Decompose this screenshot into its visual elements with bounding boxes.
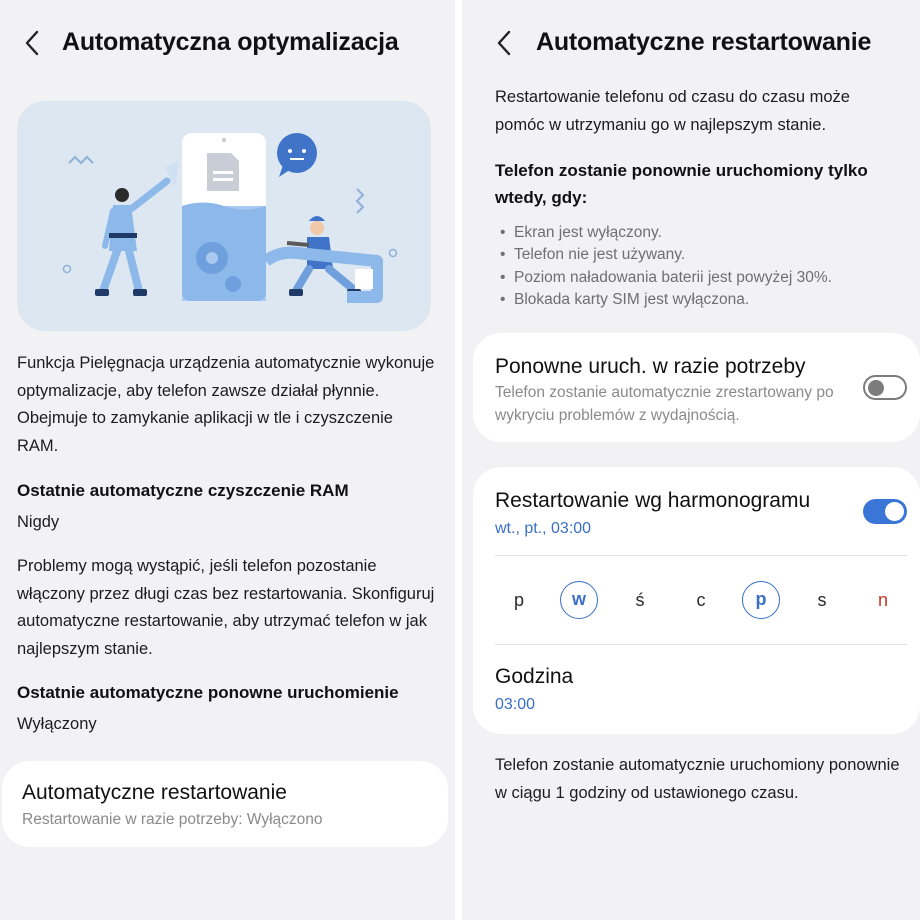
divider <box>495 644 907 645</box>
auto-restart-card-title: Automatyczne restartowanie <box>22 781 287 804</box>
optimization-description: Funkcja Pielęgnacja urządzenia automatycznie wykonuje optymalizacje, aby telefon zawsze działał płynnie. Obejmuje to zamykanie aplikacji w tle i czyszczenie RAM. <box>17 354 435 455</box>
auto-restart-screen <box>462 0 920 920</box>
restart-footer-note: Telefon zostanie automatycznie uruchomiony ponownie w ciągu 1 godziny od ustawionego czasu. <box>495 756 900 802</box>
restart-intro: Restartowanie telefonu od czasu do czasu może pomóc w utrzymaniu go w najlepszym stanie. <box>495 88 850 134</box>
last-restart-value: Wyłączony <box>17 715 97 733</box>
scheduled-restart-toggle[interactable] <box>863 499 907 524</box>
auto-restart-card-subtitle: Restartowanie w razie potrzeby: Wyłączono <box>22 811 323 828</box>
toggle-knob <box>885 502 904 521</box>
restart-conditions-list <box>500 222 915 311</box>
scheduled-restart-summary: wt., pt., 03:00 <box>495 520 592 537</box>
back-button[interactable] <box>22 28 42 58</box>
on-demand-restart-toggle[interactable] <box>863 375 907 400</box>
restart-conditions-heading: Telefon zostanie ponownie uruchomiony tylko wtedy, gdy: <box>495 161 868 207</box>
day-thursday[interactable]: c <box>696 590 706 610</box>
chevron-left-icon <box>494 28 514 58</box>
condition-item: • Poziom naładowania baterii jest powyżej 30%. <box>500 267 915 289</box>
restart-time-value: 03:00 <box>495 696 536 713</box>
on-demand-restart-title: Ponowne uruch. w razie potrzeby <box>495 355 806 378</box>
on-demand-restart-card[interactable] <box>473 333 920 442</box>
day-tuesday[interactable]: w <box>560 581 598 619</box>
day-saturday[interactable]: s <box>817 590 827 610</box>
ram-cleanup-value: Nigdy <box>17 513 60 531</box>
auto-optimization-screen <box>0 0 455 920</box>
day-wednesday[interactable]: ś <box>635 590 645 610</box>
page-title: Automatyczna optymalizacja <box>62 28 399 56</box>
page-title: Automatyczne restartowanie <box>536 28 872 56</box>
maintenance-illustration <box>17 101 431 331</box>
ram-cleanup-heading: Ostatnie automatyczne czyszczenie RAM <box>17 481 349 500</box>
panel-divider <box>455 0 462 920</box>
on-demand-restart-subtitle: Telefon zostanie automatycznie zrestartowany po wykryciu problemów z wydajnością. <box>495 384 834 424</box>
condition-item: • Ekran jest wyłączony. <box>500 222 915 244</box>
day-friday[interactable]: p <box>742 581 780 619</box>
scheduled-restart-card <box>473 467 920 734</box>
restart-problem-text: Problemy mogą wystąpić, jeśli telefon pozostanie włączony przez długi czas bez restartowania. Skonfiguruj automatyczne restartowanie, aby utrzymać telefon w jak najlepszym stanie. <box>17 557 435 658</box>
auto-restart-card[interactable] <box>2 761 448 847</box>
condition-item: • Blokada karty SIM jest wyłączona. <box>500 289 915 311</box>
day-monday[interactable]: p <box>513 590 524 610</box>
scheduled-restart-title[interactable]: Restartowanie wg harmonogramu <box>495 489 811 512</box>
back-button[interactable] <box>494 28 514 58</box>
chevron-left-icon <box>22 28 42 58</box>
toggle-knob <box>868 380 884 396</box>
condition-item: • Telefon nie jest używany. <box>500 244 915 266</box>
last-restart-heading: Ostatnie automatyczne ponowne uruchomienie <box>17 683 399 702</box>
restart-time-label[interactable]: Godzina <box>495 665 574 688</box>
divider <box>495 555 907 556</box>
day-sunday[interactable]: n <box>877 590 888 610</box>
